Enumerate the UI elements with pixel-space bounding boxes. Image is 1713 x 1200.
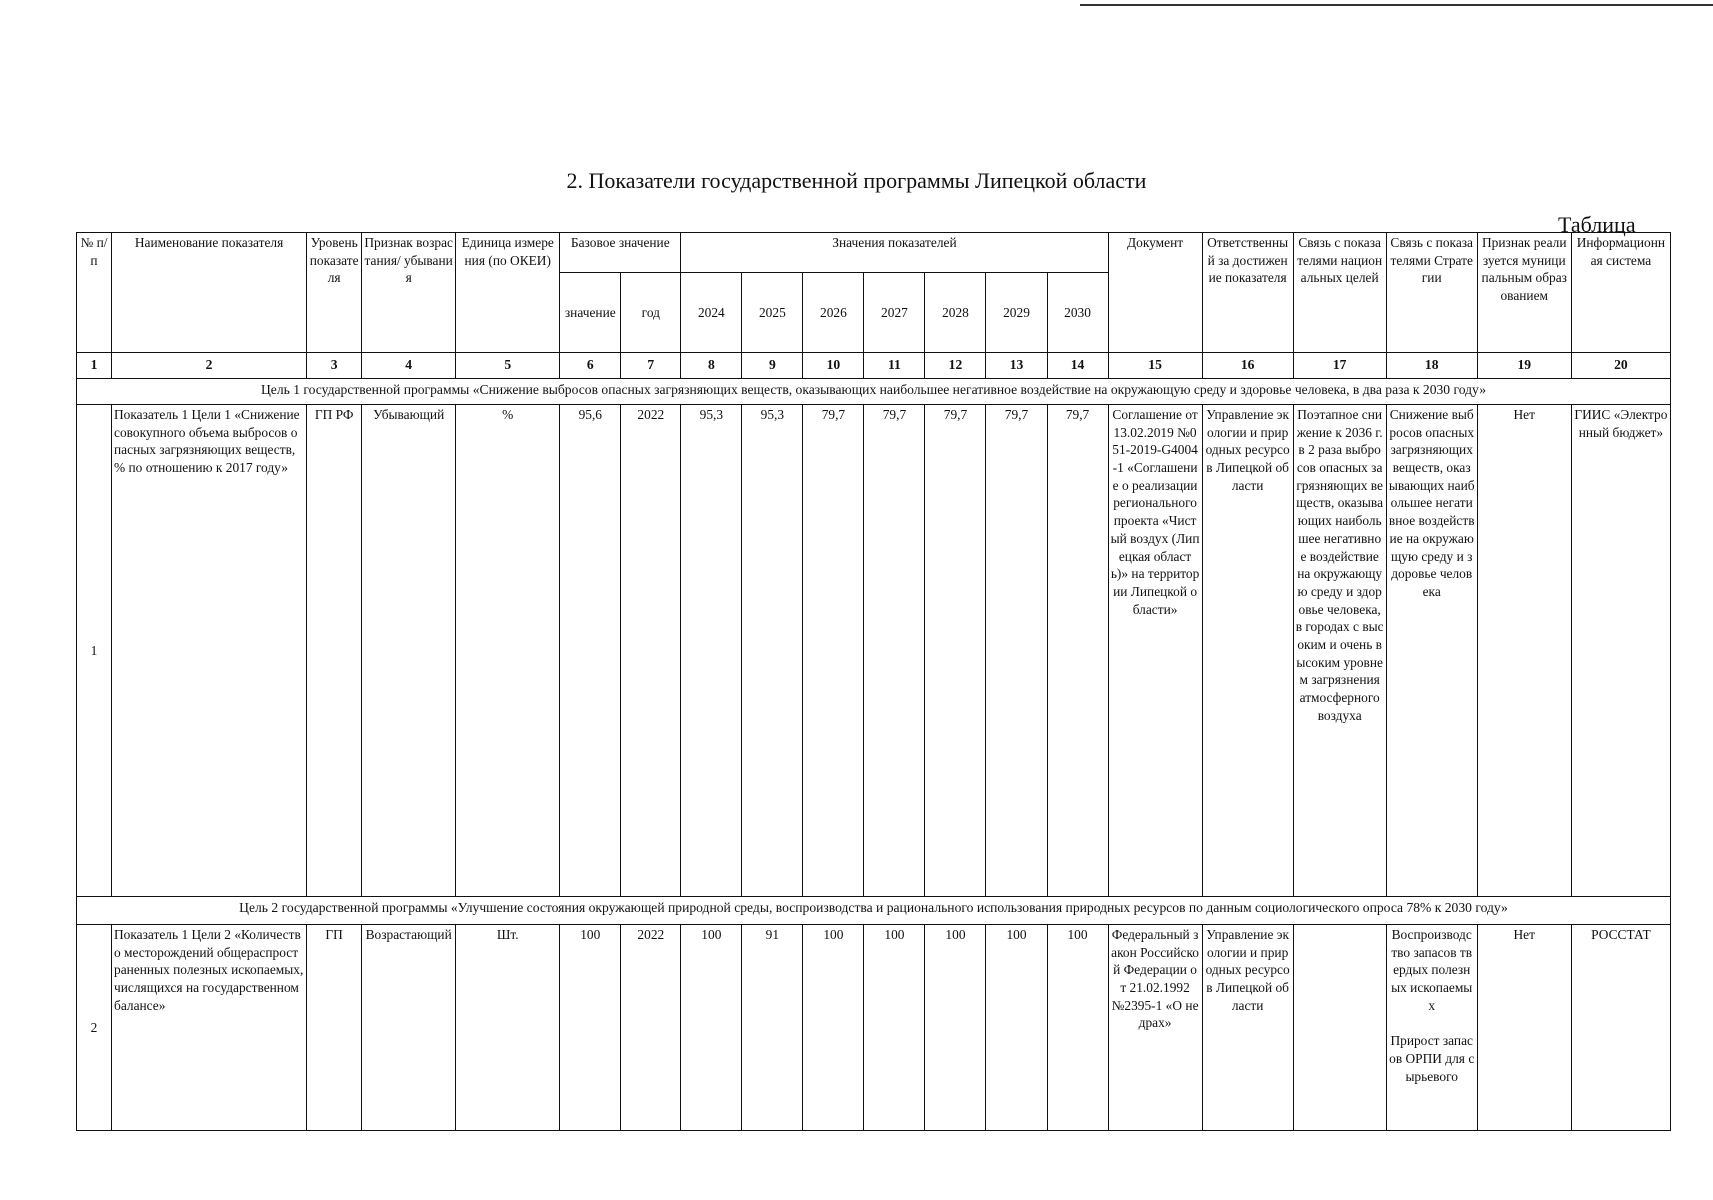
header-municipal: Признак реализуется муниципальным образованием [1477, 233, 1571, 353]
value-2026: 79,7 [803, 405, 864, 897]
value-2027: 100 [864, 925, 925, 1131]
value-2024: 100 [681, 925, 742, 1131]
table-row [77, 925, 1671, 1131]
header-direction: Признак возрастания/ убывания [362, 233, 456, 353]
row-number: 1 [77, 405, 112, 897]
value-2030: 79,7 [1047, 405, 1108, 897]
value-2029: 100 [986, 925, 1047, 1131]
header-base-group: Базовое значение [560, 233, 681, 273]
header-values-group: Значения показателей [681, 233, 1108, 273]
indicator-name: Показатель 1 Цели 2 «Количество месторождений общераспространенных полезных ископаемых, числящихся на государственном балансе» [112, 925, 307, 1131]
column-number: 16 [1202, 353, 1293, 379]
row-number: 2 [77, 925, 112, 1131]
table-label: Таблица [1558, 212, 1636, 237]
column-number: 6 [560, 353, 621, 379]
municipal-cell: Нет [1477, 925, 1571, 1131]
indicator-name: Показатель 1 Цели 1 «Снижение совокупного объема выбросов опасных загрязняющих веществ, % по отношению к 2017 году» [112, 405, 307, 897]
header-year: 2027 [864, 273, 925, 353]
goal-1-row: Цель 1 государственной программы «Снижение выбросов опасных загрязняющих веществ, оказывающих наибольшее негативное воздействие на окружающую среду и здоровье человека, в два раза к 2030 году» [77, 379, 1671, 405]
document-cell: Федеральный закон Российской Федерации от 21.02.1992 №2395-1 «О недрах» [1108, 925, 1202, 1131]
header-base-value: значение [560, 273, 621, 353]
column-number: 4 [362, 353, 456, 379]
responsible-cell: Управление экологии и природных ресурсов Липецкой области [1202, 925, 1293, 1131]
value-2026: 100 [803, 925, 864, 1131]
base-year: 2022 [621, 405, 681, 897]
base-value: 95,6 [560, 405, 621, 897]
indicator-level: ГП [307, 925, 362, 1131]
column-number: 2 [112, 353, 307, 379]
info-system-cell: ГИИС «Электронный бюджет» [1571, 405, 1670, 897]
indicator-direction: Убывающий [362, 405, 456, 897]
header-link-strategy: Связь с показателями Стратегии [1386, 233, 1477, 353]
link-strategy-cell: Снижение выбросов опасных загрязняющих веществ, оказывающих наибольшее негативное воздействие на окружающую среду и здоровье человека [1386, 405, 1477, 897]
header-responsible: Ответственный за достижение показателя [1202, 233, 1293, 353]
header-year: 2024 [681, 273, 742, 353]
column-number: 17 [1293, 353, 1386, 379]
municipal-cell: Нет [1477, 405, 1571, 897]
column-numbers-row [77, 353, 1671, 379]
column-number: 12 [925, 353, 986, 379]
link-national-cell [1293, 925, 1386, 1131]
value-2028: 100 [925, 925, 986, 1131]
column-number: 20 [1571, 353, 1670, 379]
link-strategy-cell [1386, 925, 1477, 1131]
info-system-cell: РОССТАТ [1571, 925, 1670, 1131]
header-link-national: Связь с показателями национальных целей [1293, 233, 1386, 353]
header-year: 2028 [925, 273, 986, 353]
base-year: 2022 [621, 925, 681, 1131]
column-number: 5 [456, 353, 560, 379]
column-number: 19 [1477, 353, 1571, 379]
goal-2-row: Цель 2 государственной программы «Улучшение состояния окружающей природной среды, воспроизводства и рационального использования природных ресурсов по данным социологического опроса 78% к 2030 году» [77, 897, 1671, 925]
indicator-direction: Возрастающий [362, 925, 456, 1131]
column-number: 3 [307, 353, 362, 379]
column-number: 9 [742, 353, 803, 379]
column-number: 10 [803, 353, 864, 379]
table-row [77, 405, 1671, 897]
indicator-unit: % [456, 405, 560, 897]
column-number: 14 [1047, 353, 1108, 379]
indicator-level: ГП РФ [307, 405, 362, 897]
column-number: 15 [1108, 353, 1202, 379]
header-name: Наименование показателя [112, 233, 307, 353]
header-year: 2025 [742, 273, 803, 353]
responsible-cell: Управление экологии и природных ресурсов Липецкой области [1202, 405, 1293, 897]
header-base-year: год [621, 273, 681, 353]
value-2028: 79,7 [925, 405, 986, 897]
column-number: 1 [77, 353, 112, 379]
header-document: Документ [1108, 233, 1202, 353]
header-num: № п/п [77, 233, 112, 353]
column-number: 13 [986, 353, 1047, 379]
column-number: 11 [864, 353, 925, 379]
header-year: 2029 [986, 273, 1047, 353]
header-year: 2030 [1047, 273, 1108, 353]
indicators-table [76, 232, 1671, 1131]
link-strategy-text: Воспроизводство запасов твердых полезных ископаемых [1391, 927, 1473, 1013]
value-2024: 95,3 [681, 405, 742, 897]
column-number: 18 [1386, 353, 1477, 379]
column-number: 8 [681, 353, 742, 379]
value-2030: 100 [1047, 925, 1108, 1131]
base-value: 100 [560, 925, 621, 1131]
page-title: 2. Показатели государственной программы Липецкой области [566, 168, 1147, 193]
value-2029: 79,7 [986, 405, 1047, 897]
indicator-unit: Шт. [456, 925, 560, 1131]
value-2027: 79,7 [864, 405, 925, 897]
scan-edge-line [1080, 4, 1713, 6]
document-cell: Соглашение от 13.02.2019 №051-2019-G4004-1 «Соглашение о реализации регионального проекта «Чистый воздух (Липецкая область)» на территории Липецкой области» [1108, 405, 1202, 897]
value-2025: 95,3 [742, 405, 803, 897]
link-national-cell: Поэтапное снижение к 2036 г. в 2 раза выбросов опасных загрязняющих веществ, оказывающих наибольшее негативное воздействие на окружающую среду и здоровье человека, в городах с высоким и очень высоким уровнем загрязнения атмосферного воздуха [1293, 405, 1386, 897]
value-2025: 91 [742, 925, 803, 1131]
header-level: Уровень показателя [307, 233, 362, 353]
column-number: 7 [621, 353, 681, 379]
link-strategy-text: Прирост запасов ОРПИ для сырьевого [1389, 1033, 1475, 1084]
header-year: 2026 [803, 273, 864, 353]
header-info-system: Информационная система [1571, 233, 1670, 353]
header-unit: Единица измерения (по ОКЕИ) [456, 233, 560, 353]
